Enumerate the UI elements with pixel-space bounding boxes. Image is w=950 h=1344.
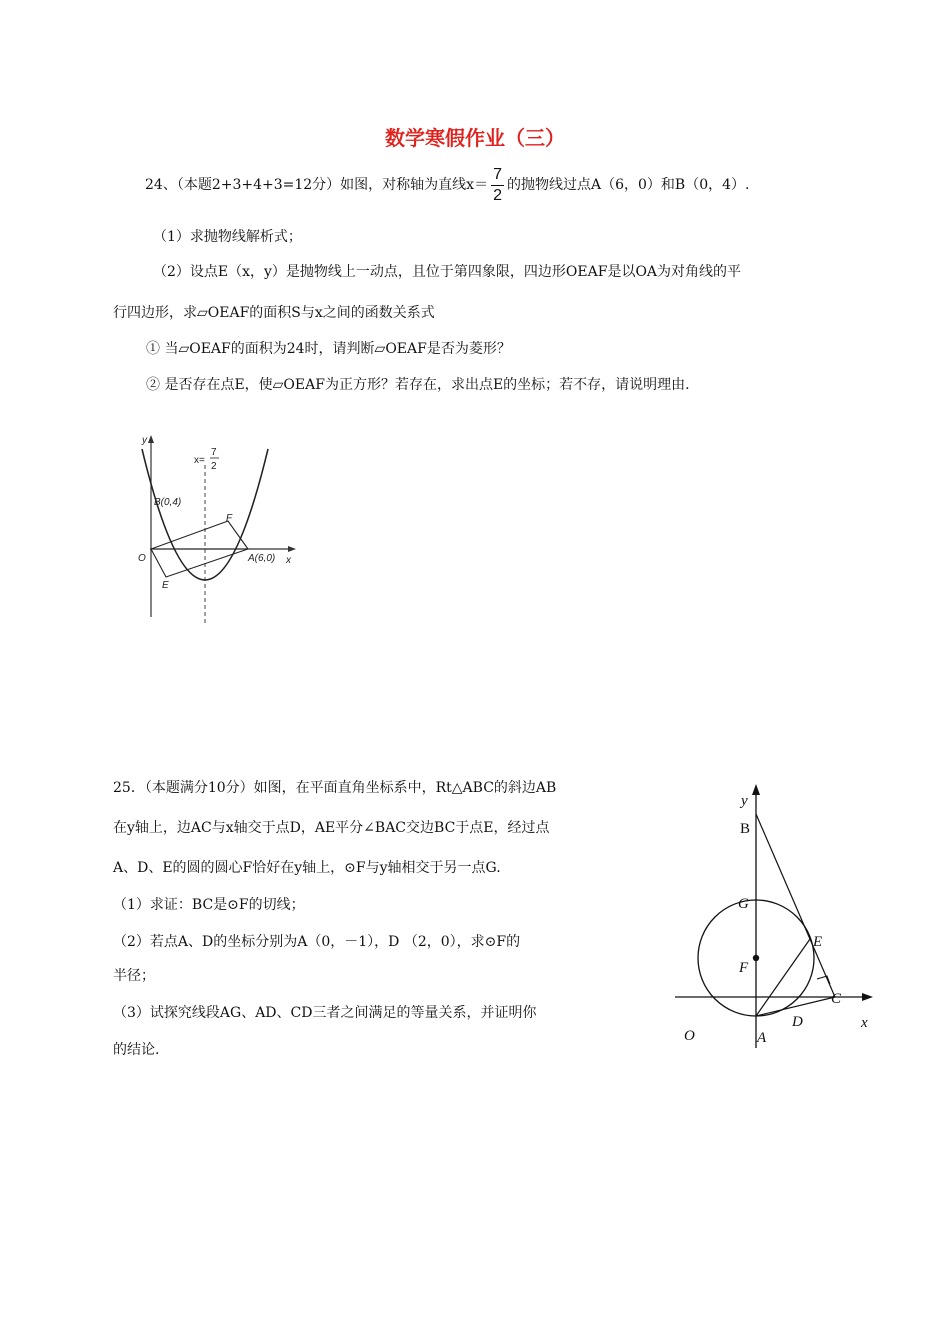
q25-fig-C: C [831, 991, 842, 1007]
q24-fig-axis-den: 2 [211, 461, 217, 472]
q24-intro-post: 的抛物线过点A（6，0）和B（0，4）. [506, 177, 750, 193]
q24-fig-F: F [226, 513, 233, 524]
q25-center-F [753, 955, 759, 961]
q25-line3: A、D、E的圆的圆心F恰好在y轴上，⊙F与y轴相交于另一点G. [113, 860, 501, 876]
q24-frac-den: 2 [493, 186, 502, 204]
q24-figure [120, 425, 310, 635]
q24-intro [145, 163, 749, 207]
q25-part3-line2: 的结论. [113, 1042, 160, 1058]
q25-fig-G: G [738, 896, 749, 912]
q25-fig-x: x [861, 1015, 868, 1031]
q25-part1: （1）求证：BC是⊙F的切线； [113, 897, 305, 913]
q24-fig-axis-label: x= [194, 455, 205, 466]
q24-fig-x-label: x [286, 555, 291, 566]
q25-fig-E: E [813, 934, 823, 950]
q24-fig-E: E [162, 580, 169, 591]
q24-y-arrow [148, 435, 154, 443]
q24-intro-pre: 24、（本题2+3+4+3=12分）如图，对称轴为直线x＝ [145, 177, 489, 193]
q25-line2: 在y轴上，边AC与x轴交于点D，AE平分∠BAC交边BC于点E，经过点 [113, 820, 550, 836]
q25-fig-B: B [740, 821, 751, 837]
q25-y-arrow [752, 784, 760, 795]
q25-fig-A: A [757, 1030, 767, 1046]
q24-sub2: ② 是否存在点E，使▱OEAF为正方形？若存在，求出点E的坐标；若不存，请说明理由. [146, 377, 690, 393]
q25-fig-y: y [741, 793, 748, 809]
q24-part2-line1: （2）设点E（x，y）是抛物线上一动点，且位于第四象限，四边形OEAF是以OA为对角线的平 [153, 264, 742, 280]
q25-part2-line2: 半径； [113, 968, 155, 984]
q25-fig-F: F [739, 960, 749, 976]
q24-fig-A: A(6,0) [248, 553, 276, 564]
q24-sub1: ① 当▱OEAF的面积为24时，请判断▱OEAF是否为菱形？ [146, 341, 511, 357]
q25-line-BC [756, 814, 835, 997]
q25-line1: 25．（本题满分10分）如图，在平面直角坐标系中，Rt△ABC的斜边AB [113, 780, 557, 796]
q25-figure [665, 780, 885, 1070]
q24-x-arrow [288, 546, 296, 552]
q25-part3-line1: （3）试探究线段AG、AD、CD三者之间满足的等量关系，并证明你 [113, 1005, 537, 1021]
q25-x-arrow [862, 993, 873, 1001]
q25-right-angle-mark [817, 976, 830, 984]
q25-fig-D: D [792, 1014, 803, 1030]
q24-fig-B: B(0,4) [154, 497, 182, 508]
q24-fig-axis-num: 7 [211, 447, 217, 458]
q24-part1: （1）求抛物线解析式； [153, 229, 302, 245]
q24-part2-line2: 行四边形，求▱OEAF的面积S与x之间的函数关系式 [113, 305, 435, 321]
q24-frac-num: 7 [491, 167, 504, 186]
page-title: 数学寒假作业（三） [385, 126, 565, 150]
q24-fig-O: O [138, 553, 146, 564]
q25-fig-O: O [684, 1028, 695, 1044]
q25-part2-line1: （2）若点A、D的坐标分别为A（0，－1），D （2，0），求⊙F的 [113, 934, 521, 950]
q24-fraction [491, 167, 504, 204]
q24-fig-y-label: y [142, 435, 147, 446]
